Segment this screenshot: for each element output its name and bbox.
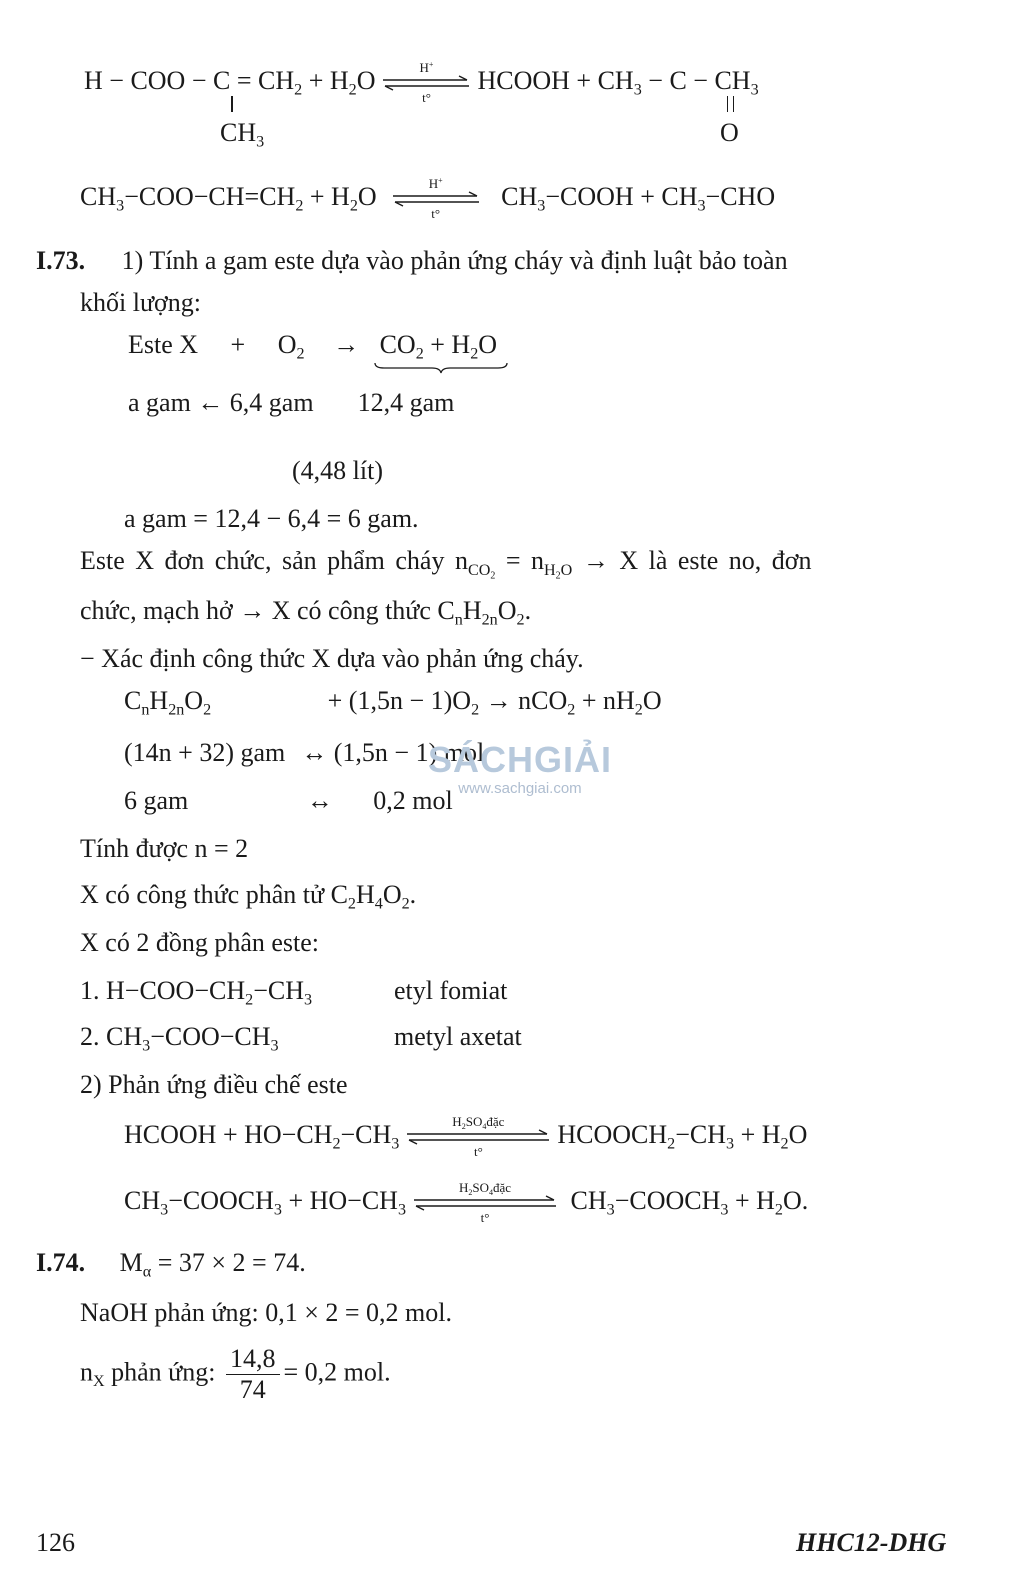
reaction-1-branch: $CH_3$ xyxy=(220,118,265,151)
section-73-intro-cont: khối lượng: xyxy=(80,288,202,317)
combustion-general: $C_nH_{2n}O_2 + (1,5n - 1)O_2 \to nCO_2 + nH_2O$ xyxy=(124,686,662,719)
reaction-1: H − COO − $C = CH_2 + H_2O$ H+ t° HCOOH + $CH_3 - C - CH_3$ xyxy=(84,60,759,106)
section-74-number: I.74. xyxy=(36,1248,86,1277)
ratio-line-1: (14n + 32) gam ↔ (1,5n − 1) mol xyxy=(124,738,485,767)
watermark-logo: SÁCHGIẢI www.sachgiai.com xyxy=(427,739,612,797)
equilibrium-arrow-icon: H+ t° xyxy=(391,191,481,207)
paragraph-2: chức, mạch hở → X có công thức $C_nH_{2n}O_2$. xyxy=(80,596,532,629)
double-bond-icon xyxy=(727,96,734,112)
branch-bond-icon xyxy=(231,96,233,112)
prep-reaction-2: $CH_3-COOCH_3 + HO-CH_3$ $H_2SO_4đặc$ t° $CH_3-COOCH_3 + H_2O$. xyxy=(124,1180,809,1226)
isomer-2: 2. $CH_3-COO-CH_3$ xyxy=(80,1022,279,1055)
book-code: HHC12-DHG xyxy=(796,1528,947,1557)
section-73-intro: I.73. 1) Tính a gam este dựa vào phản ứng cháy và định luật bảo toàn xyxy=(36,246,788,275)
equilibrium-arrow-icon: $H_2SO_4đặc$ t° xyxy=(412,1195,558,1211)
combustion-scheme: Este $X + O_2 \to CO_2 + H_2O$ xyxy=(128,330,498,363)
volume-note: (4,48 lít) xyxy=(292,456,383,485)
reaction-1-left: H − COO − C = CH xyxy=(84,66,295,95)
naoh-line: NaOH phản ứng: 0,1 × 2 = 0,2 mol. xyxy=(80,1298,452,1327)
prep-reaction-1: HCOOH + $HO-CH_2-CH_3$ $H_2SO_4đặc$ t° $HCOOCH_2-CH_3 + H_2O$ xyxy=(124,1114,808,1160)
nx-fraction: $\frac{14,8}{74}$ xyxy=(226,1344,280,1405)
isomer-1: 1. $H-COO-CH_2-CH_3$ xyxy=(80,976,313,1009)
reaction-2: $CH_3-COO-CH=CH_2 + H_2O$ H+ t° $CH_3-COOH + CH_3-CHO$ xyxy=(80,176,776,222)
nx-line: $n_X$ phản ứng: $\frac{14,8}{74}$ = 0,2 mol. xyxy=(80,1344,391,1404)
prep-heading: 2) Phản ứng điều chế este xyxy=(80,1070,348,1099)
isomers-heading: X có 2 đồng phân este: xyxy=(80,928,320,957)
underbrace-icon xyxy=(374,362,508,374)
equilibrium-arrow-icon: H+ t° xyxy=(381,75,471,91)
page-number: 126 xyxy=(36,1528,75,1557)
ratio-line-2: 6 gam ↔ 0,2 mol xyxy=(124,786,453,815)
section-73-number: I.73. xyxy=(36,246,86,275)
n-result: Tính được n = 2 xyxy=(80,834,249,863)
section-74-mass: I.74. $M_\alpha = 37 \times 2 = 74$. xyxy=(36,1248,306,1281)
reaction-1-water: + H xyxy=(308,66,349,95)
isomer-2-name: metyl axetat xyxy=(394,1022,522,1051)
reaction-1-oxygen: O xyxy=(720,118,739,147)
equilibrium-arrow-icon: $H_2SO_4đặc$ t° xyxy=(405,1129,551,1145)
determine-line: − Xác định công thức X dựa vào phản ứng cháy. xyxy=(80,644,584,673)
paragraph-1: Este X đơn chức, sản phẩm cháy $n_{CO_2} = n_{H_2O} \to X$ là este no, đơn xyxy=(80,546,812,582)
reaction-1-right: HCOOH + CH xyxy=(477,66,634,95)
mass-line: a gam ← 6,4 gam 12,4 gam xyxy=(128,388,455,417)
molecular-formula: X có công thức phân tử $C_2H_4O_2$. xyxy=(80,880,417,913)
isomer-1-name: etyl fomiat xyxy=(394,976,508,1005)
calc-a: a gam = 12,4 − 6,4 = 6 gam. xyxy=(124,504,419,533)
